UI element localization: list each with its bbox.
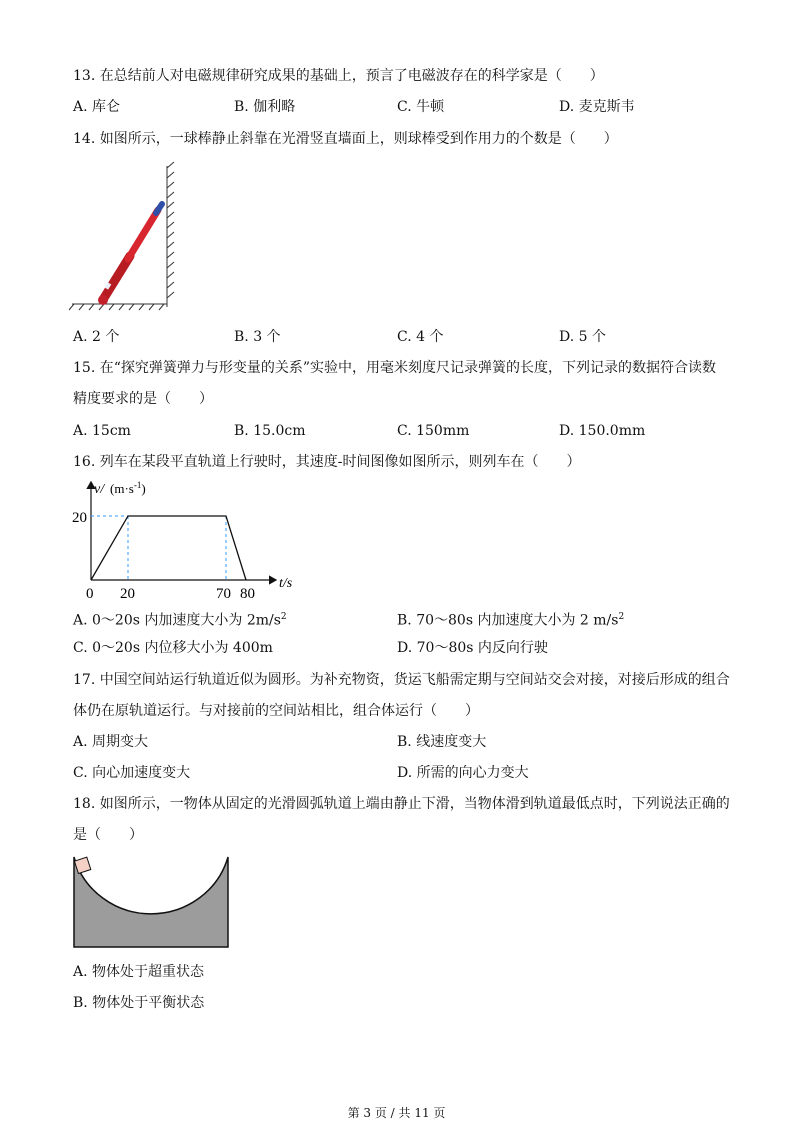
- q16-option-b: B. 70～80s 内加速度大小为 2 $m/s^2$: [397, 612, 625, 629]
- q13-option-a: A. 库仑: [73, 99, 121, 115]
- q15-stem-line1: 15. 在“探究弹簧弹力与形变量的关系”实验中，用毫米刻度尺记录弹簧的长度，下列记录的数据符合读数: [73, 360, 717, 376]
- q18-stem-line2: 是（ ）: [73, 827, 143, 843]
- q13-option-b: B. 伽利略: [234, 99, 296, 115]
- velocity-time-graph: [68, 477, 308, 602]
- q17-option-d: D. 所需的向心力变大: [397, 765, 529, 781]
- origin-label: 0: [86, 586, 94, 602]
- velocity-curve: [91, 516, 246, 580]
- baseball-bat: [98, 204, 162, 305]
- q17-option-c: C. 向心加速度变大: [73, 765, 191, 781]
- q16-option-a: A. 0～20s 内加速度大小为 $2m/s^2$: [73, 612, 287, 629]
- q14-option-a: A. 2 个: [73, 329, 120, 345]
- q17-option-a: A. 周期变大: [73, 734, 149, 750]
- q13-option-d: D. 麦克斯韦: [559, 99, 635, 115]
- q13-option-c: C. 牛顿: [397, 99, 445, 115]
- x-tick-70: 70: [216, 586, 231, 602]
- ground-hatching: [69, 304, 167, 310]
- y-axis-unit: $(m\cdot s^{-1})$: [110, 480, 146, 496]
- q15-option-a: A. 15cm: [73, 423, 131, 439]
- q18-option-a: A. 物体处于超重状态: [73, 964, 205, 980]
- q18-option-b: B. 物体处于平衡状态: [73, 995, 205, 1011]
- q15-option-d: D. 150.0mm: [559, 423, 646, 439]
- q13-stem: 13. 在总结前人对电磁规律研究成果的基础上，预言了电磁波存在的科学家是（ ）: [73, 68, 604, 84]
- y-axis-label: v/: [94, 482, 105, 497]
- q14-stem: 14. 如图所示，一球棒静止斜靠在光滑竖直墙面上，则球棒受到作用力的个数是（ ）: [73, 131, 618, 147]
- y-tick-20: 20: [72, 510, 87, 526]
- track-block: [74, 857, 228, 947]
- q14-option-b: B. 3 个: [234, 329, 281, 345]
- q17-option-b: B. 线速度变大: [397, 734, 487, 750]
- q16-option-c: C. 0～20s 内位移大小为 400m: [73, 640, 273, 656]
- x-axis-label: t/s: [279, 576, 293, 591]
- x-tick-80: 80: [240, 586, 255, 602]
- wall-hatching: [167, 162, 174, 307]
- q17-stem-line1: 17. 中国空间站运行轨道近似为圆形。为补充物资，货运飞船需定期与空间站交会对接，对接后形成的组合: [73, 672, 730, 688]
- q16-stem: 16. 列车在某段平直轨道上行驶时，其速度-时间图像如图所示，则列车在（ ）: [73, 454, 581, 470]
- q15-option-c: C. 150mm: [397, 423, 470, 439]
- circular-track-figure: [70, 855, 232, 951]
- q17-stem-line2: 体仍在原轨道运行。与对接前的空间站相比，组合体运行（ ）: [73, 703, 479, 719]
- q14-option-c: C. 4 个: [397, 329, 444, 345]
- q18-stem-line1: 18. 如图所示，一物体从固定的光滑圆弧轨道上端由静止下滑，当物体滑到轨道最低点时，下列说法正确的: [73, 796, 730, 812]
- q14-option-d: D. 5 个: [559, 329, 606, 345]
- q16-option-d: D. 70～80s 内反向行驶: [397, 640, 548, 656]
- page-footer: 第 3 页 / 共 11 页: [347, 1106, 446, 1120]
- q15-stem-line2: 精度要求的是（ ）: [73, 391, 213, 407]
- q15-option-b: B. 15.0cm: [234, 423, 306, 439]
- bat-against-wall-figure: [68, 160, 180, 312]
- x-tick-20: 20: [120, 586, 135, 602]
